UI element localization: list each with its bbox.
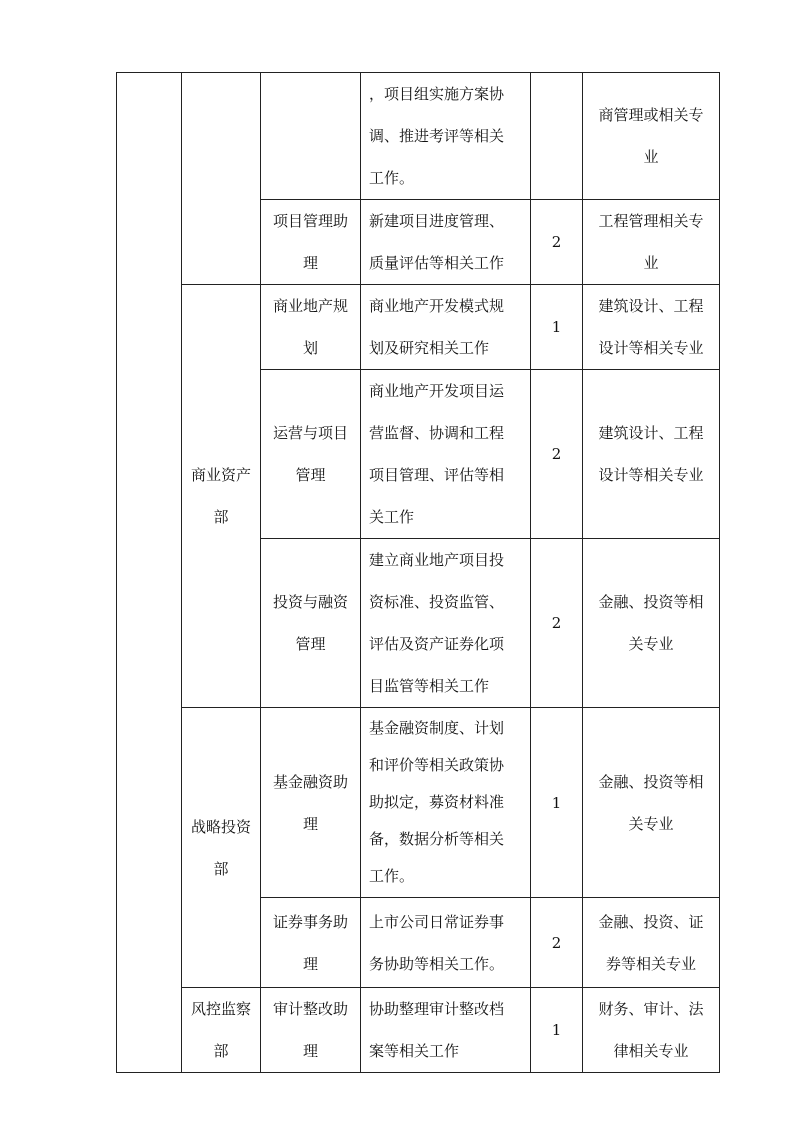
position-cell: 证券事务助 理 (261, 898, 361, 988)
duty-cell: 基金融资制度、计划 和评价等相关政策协 助拟定，募资材料准 备，数据分析等相关 工作。 (361, 708, 531, 898)
position-cell: 项目管理助 理 (261, 200, 361, 285)
count-cell: 1 (531, 285, 583, 370)
duty-cell: 协助整理审计整改档 案等相关工作 (361, 988, 531, 1073)
dept-cell: 风控监察 部 (182, 988, 261, 1073)
position-cell: 审计整改助 理 (261, 988, 361, 1073)
count-cell: 2 (531, 200, 583, 285)
duty-cell: 新建项目进度管理、 质量评估等相关工作 (361, 200, 531, 285)
major-cell: 金融、投资等相 关专业 (583, 539, 720, 708)
major-cell: 金融、投资等相 关专业 (583, 708, 720, 898)
major-cell: 建筑设计、工程 设计等相关专业 (583, 370, 720, 539)
dept-cell-continued (182, 73, 261, 285)
major-cell: 金融、投资、证 券等相关专业 (583, 898, 720, 988)
count-cell: 2 (531, 370, 583, 539)
position-cell: 运营与项目 管理 (261, 370, 361, 539)
position-cell: 基金融资助 理 (261, 708, 361, 898)
count-cell-empty (531, 73, 583, 200)
count-cell: 2 (531, 539, 583, 708)
duty-cell: 商业地产开发项目运 营监督、协调和工程 项目管理、评估等相 关工作 (361, 370, 531, 539)
count-cell: 1 (531, 988, 583, 1073)
dept-cell: 商业资产 部 (182, 285, 261, 708)
major-cell: 财务、审计、法 律相关专业 (583, 988, 720, 1073)
duty-cell: 商业地产开发模式规 划及研究相关工作 (361, 285, 531, 370)
duty-cell: 建立商业地产项目投 资标准、投资监管、 评估及资产证券化项 目监管等相关工作 (361, 539, 531, 708)
table-row (117, 988, 720, 1073)
blank-column (117, 73, 182, 1073)
dept-cell: 战略投资 部 (182, 708, 261, 988)
table-row (117, 73, 720, 200)
position-cell: 商业地产规 划 (261, 285, 361, 370)
duty-cell: ，项目组实施方案协 调、推进考评等相关 工作。 (361, 73, 531, 200)
table-row (117, 285, 720, 370)
count-cell: 1 (531, 708, 583, 898)
major-cell: 工程管理相关专 业 (583, 200, 720, 285)
recruitment-table (116, 72, 720, 1073)
table-row (117, 708, 720, 898)
position-cell: 投资与融资 管理 (261, 539, 361, 708)
major-cell: 建筑设计、工程 设计等相关专业 (583, 285, 720, 370)
duty-cell: 上市公司日常证券事 务协助等相关工作。 (361, 898, 531, 988)
count-cell: 2 (531, 898, 583, 988)
position-cell-empty (261, 73, 361, 200)
major-cell: 商管理或相关专 业 (583, 73, 720, 200)
